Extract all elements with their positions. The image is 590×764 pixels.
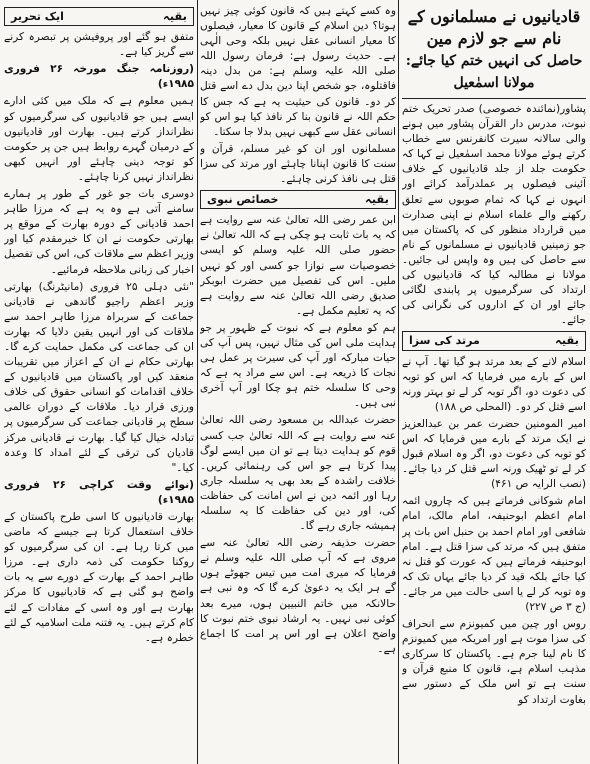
article-column-left <box>4 4 194 760</box>
article-column-middle <box>200 4 396 760</box>
article-body: حضرت عبداللہ بن مسعود رضی اللہ تعالیٰ عنہ سے روایت ہے کہ اللہ تعالیٰ جب کسی قوم کو ہدایت دیتا ہے تو ان میں ایسے لوگ پیدا کرتا ہے جو اس کی رہنمائی کریں۔ خلافت راشدہ کے بعد بھی یہ سلسلہ جاری رہا اور ائمہ دین نے اس امانت کی حفاظت کی، اور دین کی حفاظت کا یہ سلسلہ ہمیشہ جاری رہے گا۔ <box>200 414 396 533</box>
source-reference: (روزنامہ جنگ مورخہ ۲۶ فروری ۱۹۸۵ء) <box>4 63 194 91</box>
column-rule <box>398 0 399 764</box>
headline-line-2: حاصل کی انہیں ختم کیا جائے: مولانا اسمٰعیل <box>405 53 583 91</box>
article-column-right <box>402 4 586 760</box>
article-body: حضرت حذیفہ رضی اللہ تعالیٰ عنہ سے مروی ہے کہ آپ صلی اللہ علیہ وسلم نے فرمایا کہ میری امت میں تیس جھوٹے ہوں گے ہر ایک یہ دعویٰ کرے گا کہ وہ نبی ہے حالانکہ میں خاتم النبیین ہوں، میرے بعد کوئی نبی نہیں۔ یہ ارشاد نبوی ختم نبوت کا واضح اعلان ہے اور اس پر امت کا اجماع ہے۔ <box>200 537 396 655</box>
continuation-title: خصائص نبوی <box>207 193 279 207</box>
article-body: متفق ہو گئے اور پروفیشن پر تبصرہ کرنے سے گریز کیا ہے۔ <box>4 31 194 59</box>
article-body: روس اور چین میں کمیونزم سے انحراف کی سزا موت ہے اور امریکہ میں کمیونزم کا نام لینا جرم ہے۔ پاکستان کا سرکاری مذہب اسلام ہے، قانون کا منبع قرآن و سنت ہے تو اس ملک کے دستور سے بغاوت ارتداد کو <box>402 618 586 706</box>
article-body: ہم کو معلوم ہے کہ نبوت کے ظہور پر جو ہدایت ملی اس کی مثال نہیں، پس آپ کی حیات مبارکہ اور آپ کی سیرت پر عمل ہی نجات کا ذریعہ ہے۔ اس سے مراد یہ ہے کہ وحی کا سلسلہ ختم ہو چکا اور آپ آخری نبی ہیں۔ <box>200 321 396 410</box>
continuation-label: بقیہ <box>364 192 389 207</box>
column-rule <box>197 0 198 764</box>
article-body: وہ کسے کہتے ہیں کہ قانون کوئی چیز نہیں ہوتا؟ دین اسلام کے قانون کا معیار، فیصلوں کا معیار انسانی عقل نہیں بلکہ وحی الٰہی ہے۔ حدیث رسول ہے: فرمان رسول اللہ صلی اللہ علیہ وسلم ہے: من بدل دینہ فاقتلوہ، جو شخص اپنا دین بدل دے اسے قتل کر دو۔ قانون کی حیثیت یہ ہے کہ جس کا حکم اللہ نے قانون بنا کر نافذ کیا ہو اس کو انسانی عقل سے کبھی نہیں بدلا جا سکتا۔ <box>200 5 396 138</box>
headline-line-1: قادیانیوں نے مسلمانوں کے نام سے جو لازم مین <box>407 7 581 48</box>
continuation-heading <box>200 190 396 209</box>
article-headline <box>402 6 586 94</box>
article-body: "نئی دہلی ۲۵ فروری (مانیٹرنگ) بھارتی وزیر اعظم راجیو گاندھی نے قادیانی جماعت کے سربراہ مرزا طاہر احمد سے ملاقات کی اور انہیں یقین دلایا کہ بھارت ان کی جماعت کی مکمل حمایت کرے گا۔ بھارتی حکام نے ان کے اعزاز میں تقریبات منعقد کیں اور پاکستان میں قادیانیوں کے خلاف اقدامات کو انسانی حقوق کی خلاف ورزی قرار دیا۔ ملاقات کے دوران عالمی سطح پر قادیانی جماعت کی سرگرمیوں پر تبادلہ خیال کیا گیا۔ بھارت نے قادیانی مرکز قادیان کی ترقی کے لئے امداد کا وعدہ کیا۔" <box>4 280 194 474</box>
article-body: اسلام لانے کے بعد مرتد ہو گیا تھا۔ آپ نے اس کے بارے میں فرمایا کہ اس کو توبہ کی دعوت دو، اگر توبہ کر لے تو بہتر ورنہ اسے قتل کر دو۔ (المحلی ص ۱۸۸) <box>402 355 586 413</box>
article-body: امیر المومنین حضرت عمر بن عبدالعزیز نے ایک مرتد کے بارے میں فرمایا کہ اس کو توبہ کی دعوت دو، اگر وہ اسلام قبول کر لے تو ٹھیک ورنہ اسے قتل کر دیا جائے۔ (نصب الرایہ ص ۴۶۱) <box>402 417 586 491</box>
divider <box>402 98 586 99</box>
continuation-heading <box>4 7 194 26</box>
continuation-heading <box>402 331 586 350</box>
article-body: ابن عمر رضی اللہ تعالیٰ عنہ سے روایت ہے کہ یہ بات ثابت ہو چکی ہے کہ اللہ تعالیٰ نے حضور صلی اللہ علیہ وسلم کو ایسی خصوصیات سے نوازا جو کسی اور کو نہیں ملیں۔ اس کی تفصیل میں حضرت ابوبکر صدیق رضی اللہ تعالیٰ عنہ سے روایت ہے کہ یہ تعلیم مکمل ہے۔ <box>200 214 396 317</box>
article-body: امام شوکانی فرماتے ہیں کہ چاروں ائمہ امام اعظم ابوحنیفہ، امام مالک، امام شافعی اور امام احمد بن حنبل اس بات پر متفق ہیں کہ مرتد کی سزا قتل ہے۔ امام ابوحنیفہ فرماتے ہیں کہ عورت کو قتل نہ کیا جائے بلکہ قید کر دیا جائے یہاں تک کہ وہ توبہ کر لے یا اسی حالت میں مر جائے۔ (ج ۳ ص ۲۲۷) <box>402 495 586 613</box>
article-body: ہمیں معلوم ہے کہ ملک میں کئی ادارے ایسے ہیں جو قادیانیوں کی سرگرمیوں کو نظرانداز کرتے ہیں۔ بھارت اور قادیانیوں کے درمیان گہرے روابط ہیں جن پر حکومت کو توجہ دینی چاہئے اور انہیں کبھی نظرانداز نہیں کرنا چاہئے۔ <box>4 95 194 183</box>
continuation-title: مرتد کی سزا <box>409 334 480 348</box>
continuation-label: بقیہ <box>162 9 187 23</box>
source-reference: (نوائے وقت کراچی ۲۶ فروری ۱۹۸۵ء) <box>4 478 194 506</box>
continuation-label: بقیہ <box>554 333 579 348</box>
article-body: مسلمانوں اور ان کو غیر مسلم، قرآن و سنت کا قانون اپنانا چاہئے اور مرتد کی سزا قتل ہی نافذ کرنی چاہئے۔ <box>200 142 396 186</box>
article-body: دوسری بات جو غور کے طور پر ہمارے سامنے آتی ہے وہ یہ ہے کہ مرزا طاہر احمد قادیانی کے دورہ بھارت کے موقع پر بھارتی حکومت نے ان کا خیرمقدم کیا اور وزیر اعظم سے ملاقات کی، اس کی تفصیل اخبار کی زبانی ملاحظہ فرمائیے۔ <box>4 188 194 276</box>
article-body: بھارت قادیانیوں کا اسی طرح پاکستان کے خلاف استعمال کرتا ہے جیسے کہ ماضی میں کرتا رہا ہے۔ ان کی سرگرمیوں کو روکنا حکومت کی ذمہ داری ہے۔ مرزا طاہر احمد کے بھارت کے دورے سے یہ بات واضح ہو گئی ہے کہ قادیانیوں کا مرکز بھارت ہے اور وہ اسی کے مفادات کے لئے کام کرتے ہیں۔ یہ فتنہ ملت اسلامیہ کے لئے خطرہ ہے۔ <box>4 511 194 644</box>
continuation-title: ایک تحریر <box>11 10 64 23</box>
article-body: پشاور(نمائندہ خصوصی) صدر تحریک ختم نبوت، مدرس دار القرآن پشاور میں ہونے والی سالانہ سیرت کانفرنس سے خطاب کرتے ہوئے مولانا محمد اسمٰعیل نے کہا کہ حکومت جلد از جلد قادیانیوں کے خلاف آئینی فیصلوں پر عملدرآمد کرائے اور انہوں نے کہا کہ تمام صوبوں سے تعلق رکھنے والے علماء اسلام نے اپنی صدارت میں قرارداد منظور کی کہ پاکستان میں جو زمینیں قادیانیوں نے مسلمانوں کے نام سے حاصل کی ہیں وہ واپس لی جائیں۔ مولانا نے مطالبہ کیا کہ قادیانیوں کی ارتداد کی سرگرمیوں پر پابندی لگائی جائے اور ان کے اداروں کی نگرانی کی جائے۔ <box>402 103 586 327</box>
